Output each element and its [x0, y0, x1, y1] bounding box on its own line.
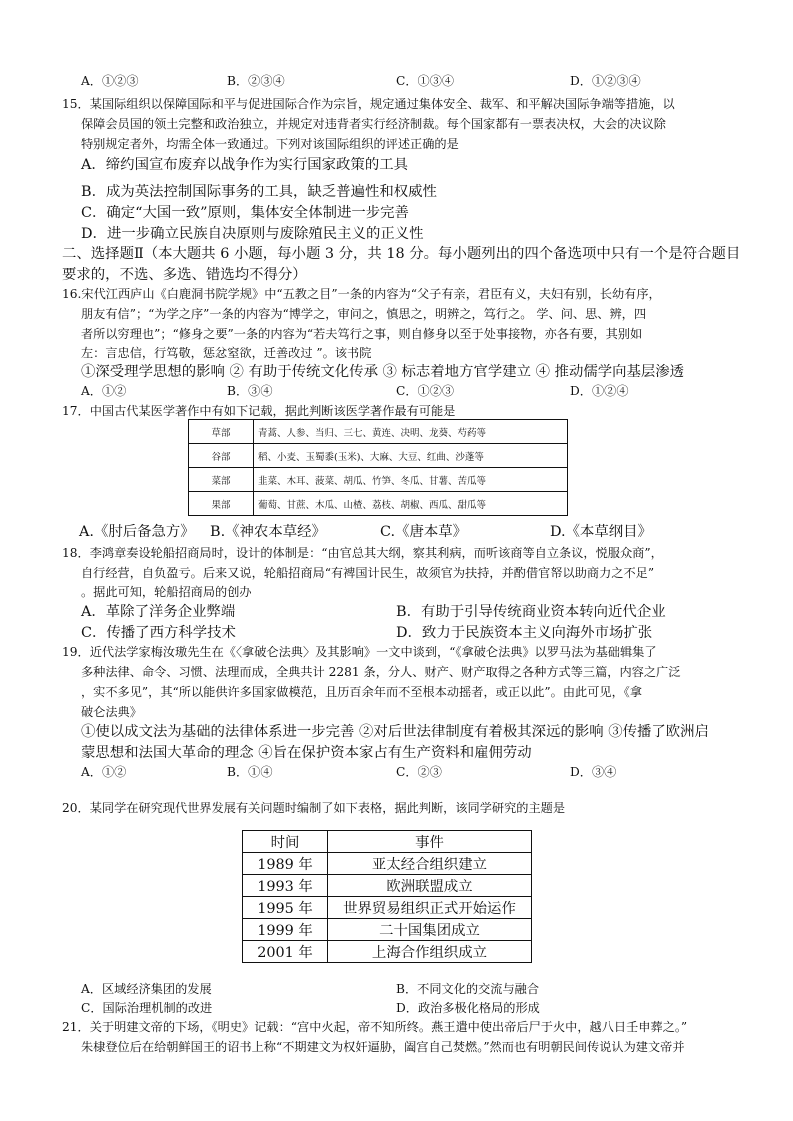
q20-header-time: 时间 — [243, 831, 328, 853]
q15-option-d: D．进一步确立民族自决原则与废除殖民主义的正义性 — [81, 226, 424, 242]
q19-stem-line4: 破仑法典》 — [81, 705, 142, 719]
q19-option-d: D．③④ — [570, 765, 617, 779]
q18-option-a: A．革除了洋务企业弊端 — [81, 604, 236, 620]
q20-event: 上海合作组织成立 — [328, 941, 532, 963]
q17-option-b: B.《神农本草经》 — [210, 524, 326, 540]
q18-stem-line1: 18．李鸿章奏设轮船招商局时，设计的体制是：“由官总其大纲，察其利病，而听该商等自立条议，悦服众商”， — [62, 546, 663, 560]
q17-option-a: A.《肘后备急方》 — [79, 524, 195, 540]
q15-option-b: B．成为英法控制国际事务的工具，缺乏普遍性和权威性 — [81, 184, 437, 200]
q20-event: 亚太经合组织建立 — [328, 853, 532, 875]
q16-stem-line2: 朋友有信”；“为学之序”一条的内容为“博学之，审问之，慎思之，明辨之，笃行之。 学、问、思、辨，四 — [81, 307, 647, 321]
q19-items-line1: ①使以成文法为基础的法律体系进一步完善 ②对后世法律制度有着极其深远的影响 ③传播了欧洲启 — [81, 724, 709, 740]
q20-year: 2001 年 — [243, 941, 328, 963]
q17-items: 稻、小麦、玉蜀黍(玉米)、大麻、大豆、红曲、沙蓬等 — [254, 444, 568, 468]
q16-option-d: D．①②④ — [570, 384, 629, 398]
table-row — [243, 897, 532, 919]
q18-option-b: B．有助于引导传统商业资本转向近代企业 — [396, 604, 666, 620]
q15-option-c: C．确定“大国一致”原则，集体安全体制进一步完善 — [81, 205, 409, 221]
q16-stem-line4: 左：言忠信，行笃敬，惩忿窒欲，迁善改过 ”。该书院 — [81, 346, 372, 360]
q20-option-a: A．区域经济集团的发展 — [81, 982, 212, 996]
q16-stem-line1: 16.宋代江西庐山《白鹿洞书院学规》中“五教之目”一条的内容为“父子有亲，君臣有义，夫妇有别，长幼有序， — [62, 287, 661, 301]
q17-stem: 17．中国古代某医学著作中有如下记载，据此判断该医学著作最有可能是 — [62, 404, 456, 418]
q20-event: 二十国集团成立 — [328, 919, 532, 941]
q16-option-b: B．③④ — [227, 384, 273, 398]
q17-option-d: D.《本草纲目》 — [550, 524, 652, 540]
table-row — [189, 444, 568, 468]
q20-year: 1999 年 — [243, 919, 328, 941]
q16-stem-line3: 者所以穷理也”；“修身之要”一条的内容为“若夫笃行之事，则自修身以至于处事接物，亦各有要，其别如 — [81, 327, 643, 341]
q14-option-c: C．①③④ — [396, 74, 455, 88]
q20-year: 1993 年 — [243, 875, 328, 897]
q15-stem-line2: 保障会员国的领土完整和政治独立，并规定对违背者实行经济制裁。每个国家都有一票表决权，大会的决议除 — [81, 117, 666, 131]
q20-event: 世界贸易组织正式开始运作 — [328, 897, 532, 919]
section2-heading-line1: 二、选择题Ⅱ（本大题共 6 小题，每小题 3 分，共 18 分。每小题列出的四个备选项中只有一个是符合题目 — [62, 246, 741, 262]
q19-stem-line3: ，实不多见”，其“所以能供许多国家做模范，且历百余年而不至根本动摇者，或正以此”。由此可见，《拿 — [81, 685, 643, 699]
q17-category: 草部 — [189, 420, 254, 444]
table-header-row — [243, 831, 532, 853]
q20-option-d: D．政治多极化格局的形成 — [396, 1001, 540, 1015]
table-row — [243, 853, 532, 875]
q20-event: 欧洲联盟成立 — [328, 875, 532, 897]
q17-herb-table — [188, 419, 568, 516]
q18-stem-line2: 自行经营，自负盈亏。后来又说，轮船招商局“有裨国计民生，故须官为扶持，并酌借官帑以助商力之不足” — [81, 566, 655, 580]
section2-heading-line2: 要求的，不选、多选、错选均不得分） — [62, 267, 307, 283]
q15-stem-line3: 特别规定者外，均需全体一致通过。下列对该国际组织的评述正确的是 — [81, 137, 459, 151]
q20-option-b: B．不同文化的交流与融合 — [396, 982, 540, 996]
q15-stem-line1: 15．某国际组织以保障国际和平与促进国际合作为宗旨，规定通过集体安全、裁军、和平解决国际争端等措施，以 — [62, 97, 675, 111]
q17-items: 葡萄、甘蔗、木瓜、山楂、荔枝、胡椒、西瓜、甜瓜等 — [254, 492, 568, 516]
q17-items: 韭菜、木耳、菠菜、胡瓜、竹笋、冬瓜、甘薯、苦瓜等 — [254, 468, 568, 492]
q17-option-c: C.《唐本草》 — [380, 524, 468, 540]
q14-option-b: B．②③④ — [227, 74, 285, 88]
q14-option-a: A．①②③ — [81, 74, 139, 88]
table-row — [189, 468, 568, 492]
q18-option-d: D．致力于民族资本主义向海外市场扩张 — [396, 625, 653, 641]
table-row — [189, 420, 568, 444]
q18-option-c: C．传播了西方科学技术 — [81, 625, 236, 641]
q18-stem-line3: 。据此可知，轮船招商局的创办 — [81, 585, 252, 599]
q17-category: 菜部 — [189, 468, 254, 492]
q19-stem-line1: 19．近代法学家梅汝璈先生在《〈拿破仑法典〉及其影响》一文中谈到，“《拿破仑法典》以罗马法为基础辑集了 — [62, 645, 657, 659]
q19-option-a: A．①② — [81, 765, 127, 779]
q20-option-c: C．国际治理机制的改进 — [81, 1001, 213, 1015]
q14-option-d: D．①②③④ — [570, 74, 641, 88]
q20-events-table — [242, 830, 532, 963]
q17-items: 青蒿、人参、当归、三七、黄连、决明、龙葵、芍药等 — [254, 420, 568, 444]
q21-stem-line1: 21．关于明建文帝的下场，《明史》记载：“宫中火起，帝不知所终。燕王遣中使出帝后尸于火中，越八日壬申葬之。” — [62, 1020, 688, 1034]
q16-option-a: A．①② — [81, 384, 127, 398]
q20-stem: 20．某同学在研究现代世界发展有关问题时编制了如下表格，据此判断，该同学研究的主题是 — [62, 801, 566, 815]
q17-category: 谷部 — [189, 444, 254, 468]
q20-year: 1989 年 — [243, 853, 328, 875]
q16-option-c: C．①②③ — [396, 384, 455, 398]
q17-category: 果部 — [189, 492, 254, 516]
q20-header-event: 事件 — [328, 831, 532, 853]
q15-option-a: A．缔约国宣布废弃以战争作为实行国家政策的工具 — [81, 157, 408, 173]
q19-stem-line2: 多种法律、命令、习惯、法理而成，全典共计 2281 条，分人、财产、财产取得之各种方式等三篇，内容之广泛 — [81, 665, 681, 679]
q16-items: ①深受理学思想的影响 ② 有助于传统文化传承 ③ 标志着地方官学建立 ④ 推动儒学向基层渗透 — [81, 364, 685, 380]
table-row — [243, 919, 532, 941]
q19-option-b: B．①④ — [227, 765, 273, 779]
q19-items-line2: 蒙思想和法国大革命的理念 ④旨在保护资本家占有生产资料和雇佣劳动 — [81, 745, 532, 761]
table-row — [189, 492, 568, 516]
q21-stem-line2: 朱棣登位后在给朝鲜国王的诏书上称“不期建文为权奸逼胁，阖宫自己焚燃。”然而也有明朝民间传说认为建文帝并 — [81, 1040, 685, 1054]
q20-year: 1995 年 — [243, 897, 328, 919]
q19-option-c: C．②③ — [396, 765, 442, 779]
table-row — [243, 941, 532, 963]
table-row — [243, 875, 532, 897]
